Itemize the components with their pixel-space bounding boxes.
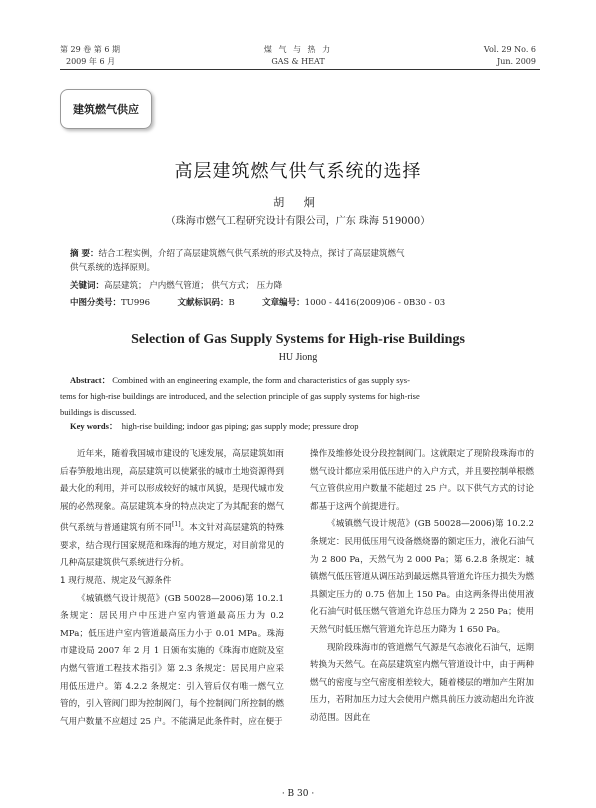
keywords-en xyxy=(60,418,552,434)
clc-value: TU996 xyxy=(121,298,151,308)
pressure-paragraph: 《城镇燃气设计规范》(GB 50028—2006)第 10.2.2 条规定：民用低压用气设备燃烧器的额定压力，液化石油气为 2 800 Pa，天然气为 2 000 Pa；第 6.2.8 条规定：城镇燃气低压管道从调压站到最远燃具管道允许压力损失为燃具额定压力的 0.75 倍加上 150 Pa。由这两条得出使用液化石油气时低压燃气管道允许总压力降为 2 250 Pa；使用天然气时低压燃气管道允许总压力降为 1 650 Pa。 xyxy=(310,519,534,635)
classification-line xyxy=(70,296,530,310)
keywords-cn-text: 高层建筑； 户内燃气管道； 供气方式； 压力降 xyxy=(104,281,283,291)
doc-code-label: 文献标识码： xyxy=(177,298,229,308)
keywords-cn xyxy=(70,279,530,293)
paper-title-cn: 高层建筑燃气供气系统的选择 xyxy=(174,161,422,182)
intro-paragraph xyxy=(60,446,284,573)
author-en: HU Jiong xyxy=(278,352,318,363)
journal-volume-en: Vol. 29 No. 6 xyxy=(483,45,536,54)
keywords-en-text: high-rise building; indoor gas piping; gas supply mode; pressure drop xyxy=(121,421,359,431)
journal-date: 2009 年 6 月 xyxy=(66,57,116,66)
journal-volume-issue: 第 29 卷 第 6 期 xyxy=(60,45,120,54)
keywords-cn-label: 关键词： xyxy=(70,281,105,291)
abstract-en-line-2: tems for high-rise buildings are introduced, and the selection principle of gas supply systems for high-rise xyxy=(60,391,420,401)
abstract-cn-text-2: 供气系统的选择原则。 xyxy=(70,263,156,273)
affiliation-cn: （珠海市燃气工程研究设计有限公司，广东 珠海 519000） xyxy=(165,216,431,227)
journal-name-en: GAS & HEAT xyxy=(271,57,325,66)
section-heading-1: 1 现行规范、规定及气源条件 xyxy=(60,576,172,587)
journal-name-cn: 煤 气 与 热 力 xyxy=(263,45,333,54)
citation-ref: [1] xyxy=(172,521,181,529)
abstract-en-line-1: Combined with an engineering example, the form and characteristics of gas supply sys- xyxy=(112,375,410,385)
clc-label: 中图分类号： xyxy=(70,298,122,308)
abstract-cn-label: 摘 要： xyxy=(70,249,99,259)
intro-text-tail: 。本文针对高层建筑的特殊要求，结合现行国家规范和珠海的地方规定，对目前常见的几种高层建筑供气系统进行分析。 xyxy=(60,523,284,569)
author-cn: 胡 炯 xyxy=(273,196,323,209)
intro-text: 近年来，随着我国城市建设的飞速发展，高层建筑如雨后春笋般地出现，高层建筑可以使紧张的城市土地资源得到最大化的利用，并可以形成较好的城市风貌，是现代城市发展的必然现象。高层建筑本身的特点决定了为其配套的燃气供气系统与普通建筑有所不同 xyxy=(60,449,284,534)
paper-title-en: Selection of Gas Supply Systems for High-rise Buildings xyxy=(131,332,465,347)
abstract-en-label: Abstract： xyxy=(70,375,111,385)
abstract-en xyxy=(60,372,542,420)
page-number: · B 30 · xyxy=(281,789,315,799)
journal-date-en: Jun. 2009 xyxy=(497,57,536,66)
abstract-cn xyxy=(70,247,530,275)
section-tag: 建筑燃气供应 xyxy=(60,89,152,129)
body-column-left xyxy=(60,446,284,731)
gas-source-paragraph: 现阶段珠海市的管道燃气气源是气态液化石油气，远期转换为天然气。在高层建筑室内燃气管道设计中，由于两种燃气的密度与空气密度相差较大，随着楼层的增加产生附加压力，若附加压力过大会使用户燃具前压力波动超出允许波动范围。因此在 xyxy=(310,642,534,723)
doc-code-value: B xyxy=(228,298,235,308)
header-rule xyxy=(60,69,540,70)
abstract-cn-text: 结合工程实例，介绍了高层建筑燃气供气系统的形式及特点，探讨了高层建筑燃气 xyxy=(98,249,405,259)
body-column-right xyxy=(310,446,534,728)
article-no-value: 1000 - 4416(2009)06 - 0B30 - 03 xyxy=(304,298,446,308)
keywords-en-label: Key words： xyxy=(70,421,118,431)
article-no-label: 文章编号： xyxy=(262,298,305,308)
continued-paragraph: 操作及维修处设分段控制阀门。这就限定了现阶段珠海市的燃气设计都应采用低压进户的入户方式，并且要控制单根燃气立管供应用户数量不能超过 25 户。以下供气方式的讨论都基于这两个前提进行。 xyxy=(310,449,534,512)
abstract-en-line-3: buildings is discussed. xyxy=(60,407,137,417)
standards-paragraph: 《城镇燃气设计规范》(GB 50028—2006)第 10.2.1 条规定：居民用户中压进户室内管道最高压力为 0.2 MPa；低压进户室内管道最高压力小于 0.01 MPa。珠海市建设局 2007 年 2 月 1 日颁布实施的《珠海市庭院及室内燃气管道工程技术指引》第 2.3 条规定：居民用户应采用低压进户。第 4.2.2 条规定：引入管后仅有唯一燃气立管的，引入管阀门即为控制阀门，每个控制阀门所控制的燃气用户数量不应超过 25 户。不能满足此条件时，应在便于 xyxy=(60,593,284,727)
